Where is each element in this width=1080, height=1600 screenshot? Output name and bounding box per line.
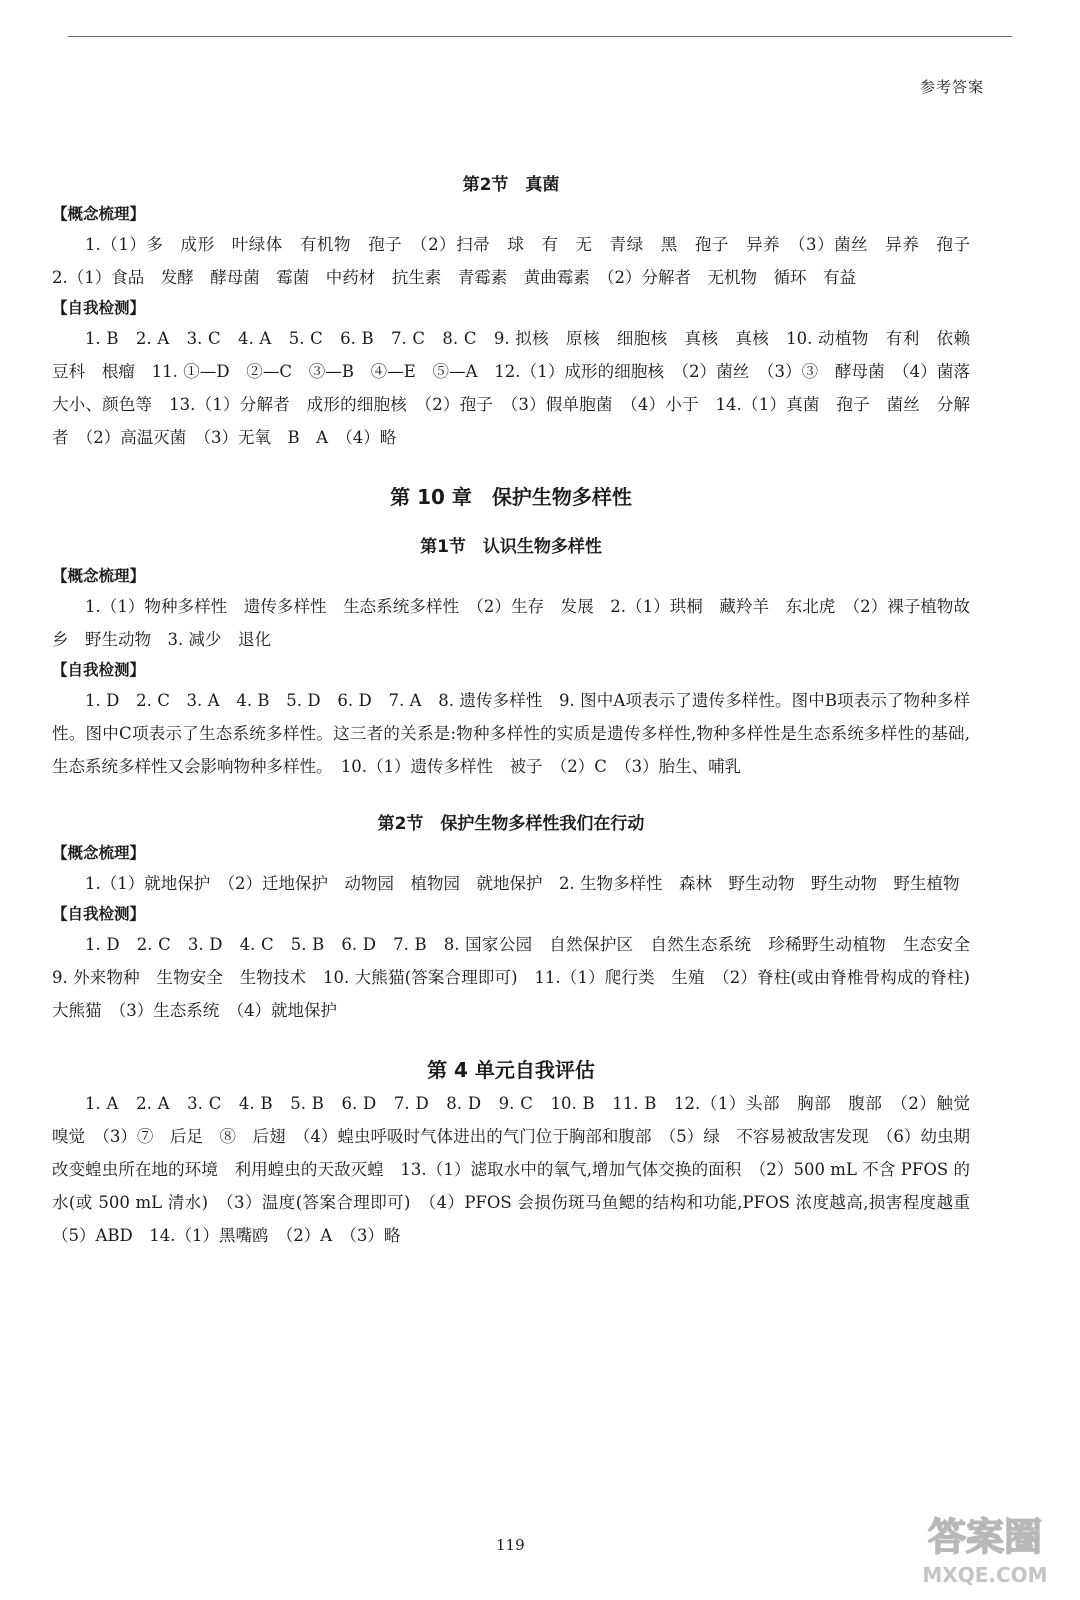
subheading-concepts: 【概念梳理】 [52,205,146,223]
answer-paragraph: 1. A 2. A 3. C 4. B 5. B 6. D 7. D 8. D 9. C 10. B 11. B 12.（1）头部 胸部 腹部 （2）触觉 嗅觉 （3）⑦ 后足 ⑧ 后翅 （4）蝗虫呼吸时气体进出的气门位于胸部和腹部 （5）绿 不容易被敌害发现 （6）幼虫期 改变蝗虫所在地的环境 利用蝗虫的天敌灭蝗 13.（1）滤取水中的氧气,增加气体交换的面积 （2）500 mL 不含 PFOS 的水(或 500 mL 清水) （3）温度(答案合理即可) （4）PFOS 会损伤斑马鱼鳃的结构和功能,PFOS 浓度越高,损害程度越重 （5）ABD 14.（1）黑嘴鸥 （2）A （3）略 [52,1094,987,1245]
chapter-title: 第 10 章 保护生物多样性 [390,485,632,509]
subheading-self-check: 【自我检测】 [52,299,146,317]
running-header: 参考答案 [919,78,984,96]
answer-paragraph: 1. D 2. C 3. D 4. C 5. B 6. D 7. B 8. 国家公园 自然保护区 自然生态系统 珍稀野生动植物 生态安全 9. 外来物种 生物安全 生物技术 10. 大熊猫(答案合理即可) 11.（1）爬行类 生殖 （2）脊柱(或由脊椎骨构成的脊柱) 大熊猫 （3）生态系统 （4）就地保护 [52,935,987,1020]
watermark-logo-text: 答案圈 [927,1515,1043,1559]
answer-paragraph: 1. D 2. C 3. A 4. B 5. D 6. D 7. A 8. 遗传多样性 9. 图中A项表示了遗传多样性。图中B项表示了物种多样性。图中C项表示了生态系统多样性。这三者的关系是:物种多样性的实质是遗传多样性,物种多样性是生态系统多样性的基础,生态系统多样性又会影响物种多样性。 10.（1）遗传多样性 被子 （2）C （3）胎生、哺乳 [52,691,970,776]
subheading-concepts: 【概念梳理】 [52,844,146,862]
answer-paragraph: 1.（1）物种多样性 遗传多样性 生态系统多样性 （2）生存 发展 2.（1）珙桐 藏羚羊 东北虎 （2）裸子植物故乡 野生动物 3. 减少 退化 [52,597,970,649]
subheading-self-check: 【自我检测】 [52,661,146,679]
answer-paragraph: 1.（1）多 成形 叶绿体 有机物 孢子 （2）扫帚 球 有 无 青绿 黑 孢子 异养 （3）菌丝 异养 孢子 2.（1）食品 发酵 酵母菌 霉菌 中药材 抗生素 青霉素 黄曲霉素 （2）分解者 无机物 循环 有益 [52,235,987,287]
watermark-logo-url: MXQE.COM [922,1563,1048,1587]
subheading-concepts: 【概念梳理】 [52,567,146,585]
page-number: 119 [496,1536,525,1554]
section-title-fungi: 第2节 真菌 [462,175,560,195]
section-title-protection: 第2节 保护生物多样性我们在行动 [377,814,645,834]
section-title-biodiversity: 第1节 认识生物多样性 [420,537,602,557]
answer-paragraph: 1. B 2. A 3. C 4. A 5. C 6. B 7. C 8. C 9. 拟核 原核 细胞核 真核 真核 10. 动植物 有利 依赖 豆科 根瘤 11. ①—D ②—C ③—B ④—E ⑤—A 12.（1）成形的细胞核 （2）菌丝 （3）③ 酵母菌 （4）菌落 大小、颜色等 13.（1）分解者 成形的细胞核 （2）孢子 （3）假单胞菌 （4）小于 14.（1）真菌 孢子 菌丝 分解者 （2）高温灭菌 （3）无氧 B A （4）略 [52,329,987,447]
watermark-logo [900,1504,1070,1594]
answer-content [52,170,987,1252]
unit-title: 第 4 单元自我评估 [427,1058,595,1082]
answer-paragraph: 1.（1）就地保护 （2）迁地保护 动物园 植物园 就地保护 2. 生物多样性 森林 野生动物 野生动物 野生植物 [85,874,960,893]
subheading-self-check: 【自我检测】 [52,905,146,923]
top-rule [68,36,1012,37]
